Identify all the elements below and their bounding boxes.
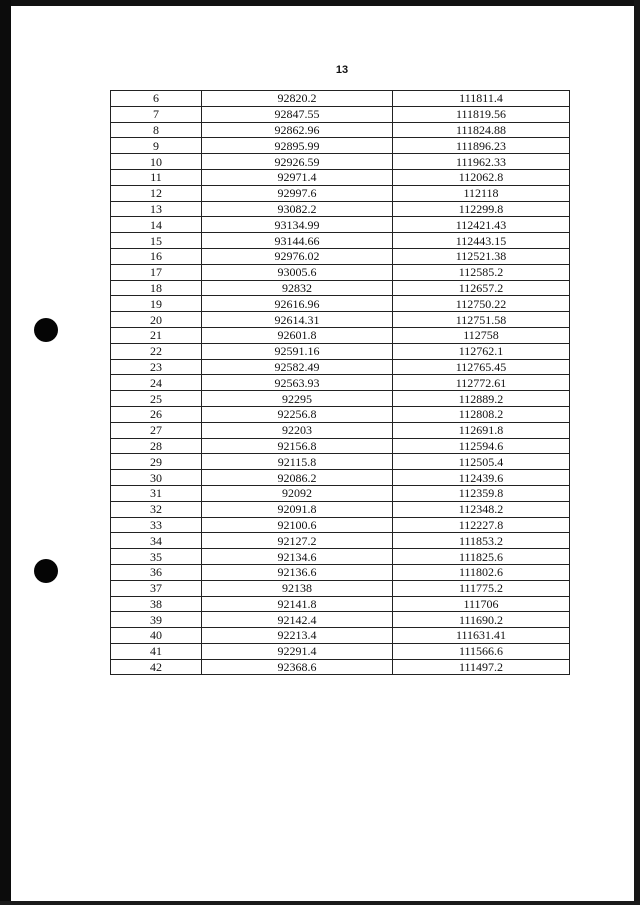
table-row [111, 217, 570, 233]
table-body [111, 91, 570, 675]
scan-border-top [0, 0, 640, 6]
x-coordinate-cell: 92563.93 [202, 375, 393, 391]
table-row [111, 596, 570, 612]
point-number-cell: 41 [111, 643, 202, 659]
x-coordinate-cell: 92142.4 [202, 612, 393, 628]
point-number-cell: 18 [111, 280, 202, 296]
point-number-cell: 34 [111, 533, 202, 549]
x-coordinate-cell: 92582.49 [202, 359, 393, 375]
point-number-cell: 22 [111, 343, 202, 359]
table-row [111, 643, 570, 659]
table-row [111, 280, 570, 296]
point-number-cell: 31 [111, 485, 202, 501]
table-row [111, 406, 570, 422]
table-row [111, 454, 570, 470]
point-number-cell: 26 [111, 406, 202, 422]
x-coordinate-cell: 92847.55 [202, 106, 393, 122]
y-coordinate-cell: 112758 [393, 327, 570, 343]
table-row [111, 612, 570, 628]
table-row [111, 422, 570, 438]
y-coordinate-cell: 112505.4 [393, 454, 570, 470]
x-coordinate-cell: 92926.59 [202, 154, 393, 170]
y-coordinate-cell: 111819.56 [393, 106, 570, 122]
point-number-cell: 38 [111, 596, 202, 612]
y-coordinate-cell: 111802.6 [393, 564, 570, 580]
point-number-cell: 16 [111, 248, 202, 264]
x-coordinate-cell: 93005.6 [202, 264, 393, 280]
coordinate-table [110, 90, 570, 675]
table-row [111, 470, 570, 486]
table-row [111, 185, 570, 201]
x-coordinate-cell: 92156.8 [202, 438, 393, 454]
x-coordinate-cell: 92091.8 [202, 501, 393, 517]
table-row [111, 343, 570, 359]
x-coordinate-cell: 92127.2 [202, 533, 393, 549]
x-coordinate-cell: 92092 [202, 485, 393, 501]
y-coordinate-cell: 111896.23 [393, 138, 570, 154]
point-number-cell: 14 [111, 217, 202, 233]
x-coordinate-cell: 92256.8 [202, 406, 393, 422]
y-coordinate-cell: 112443.15 [393, 233, 570, 249]
y-coordinate-cell: 111706 [393, 596, 570, 612]
x-coordinate-cell: 92136.6 [202, 564, 393, 580]
x-coordinate-cell: 92291.4 [202, 643, 393, 659]
x-coordinate-cell: 92832 [202, 280, 393, 296]
y-coordinate-cell: 112227.8 [393, 517, 570, 533]
point-number-cell: 11 [111, 169, 202, 185]
y-coordinate-cell: 111775.2 [393, 580, 570, 596]
y-coordinate-cell: 111690.2 [393, 612, 570, 628]
x-coordinate-cell: 92086.2 [202, 470, 393, 486]
point-number-cell: 20 [111, 312, 202, 328]
scan-border-bottom [0, 901, 640, 905]
point-number-cell: 10 [111, 154, 202, 170]
x-coordinate-cell: 92203 [202, 422, 393, 438]
table-row [111, 564, 570, 580]
point-number-cell: 6 [111, 91, 202, 107]
table-row [111, 375, 570, 391]
table-row [111, 264, 570, 280]
table-row [111, 91, 570, 107]
y-coordinate-cell: 112772.61 [393, 375, 570, 391]
table-row [111, 533, 570, 549]
point-number-cell: 42 [111, 659, 202, 675]
y-coordinate-cell: 111497.2 [393, 659, 570, 675]
table-row [111, 201, 570, 217]
x-coordinate-cell: 92976.02 [202, 248, 393, 264]
point-number-cell: 9 [111, 138, 202, 154]
x-coordinate-cell: 92971.4 [202, 169, 393, 185]
table-row [111, 296, 570, 312]
y-coordinate-cell: 112765.45 [393, 359, 570, 375]
y-coordinate-cell: 112521.38 [393, 248, 570, 264]
table-row [111, 628, 570, 644]
y-coordinate-cell: 111825.6 [393, 549, 570, 565]
point-number-cell: 12 [111, 185, 202, 201]
x-coordinate-cell: 92862.96 [202, 122, 393, 138]
point-number-cell: 24 [111, 375, 202, 391]
table-row [111, 138, 570, 154]
table-row [111, 233, 570, 249]
y-coordinate-cell: 112585.2 [393, 264, 570, 280]
y-coordinate-cell: 112751.58 [393, 312, 570, 328]
table-row [111, 580, 570, 596]
y-coordinate-cell: 112062.8 [393, 169, 570, 185]
x-coordinate-cell: 92141.8 [202, 596, 393, 612]
table-row [111, 106, 570, 122]
point-number-cell: 32 [111, 501, 202, 517]
point-number-cell: 15 [111, 233, 202, 249]
y-coordinate-cell: 112808.2 [393, 406, 570, 422]
table-row [111, 659, 570, 675]
x-coordinate-cell: 92115.8 [202, 454, 393, 470]
x-coordinate-cell: 92368.6 [202, 659, 393, 675]
point-number-cell: 13 [111, 201, 202, 217]
x-coordinate-cell: 93134.99 [202, 217, 393, 233]
x-coordinate-cell: 92601.8 [202, 327, 393, 343]
point-number-cell: 37 [111, 580, 202, 596]
table-row [111, 359, 570, 375]
x-coordinate-cell: 92100.6 [202, 517, 393, 533]
x-coordinate-cell: 93082.2 [202, 201, 393, 217]
point-number-cell: 23 [111, 359, 202, 375]
point-number-cell: 30 [111, 470, 202, 486]
table-row [111, 327, 570, 343]
x-coordinate-cell: 92295 [202, 391, 393, 407]
y-coordinate-cell: 112657.2 [393, 280, 570, 296]
scan-border-left [0, 0, 11, 905]
x-coordinate-cell: 92213.4 [202, 628, 393, 644]
y-coordinate-cell: 112348.2 [393, 501, 570, 517]
table-row [111, 312, 570, 328]
table-row [111, 501, 570, 517]
y-coordinate-cell: 112594.6 [393, 438, 570, 454]
table-row [111, 391, 570, 407]
point-number-cell: 29 [111, 454, 202, 470]
table-row [111, 517, 570, 533]
x-coordinate-cell: 92820.2 [202, 91, 393, 107]
point-number-cell: 25 [111, 391, 202, 407]
y-coordinate-cell: 112359.8 [393, 485, 570, 501]
x-coordinate-cell: 92134.6 [202, 549, 393, 565]
y-coordinate-cell: 111824.88 [393, 122, 570, 138]
scan-border-right [634, 0, 640, 905]
y-coordinate-cell: 112421.43 [393, 217, 570, 233]
y-coordinate-cell: 111853.2 [393, 533, 570, 549]
x-coordinate-cell: 92616.96 [202, 296, 393, 312]
y-coordinate-cell: 111811.4 [393, 91, 570, 107]
table-row [111, 438, 570, 454]
y-coordinate-cell: 112691.8 [393, 422, 570, 438]
table-row [111, 169, 570, 185]
y-coordinate-cell: 111962.33 [393, 154, 570, 170]
point-number-cell: 39 [111, 612, 202, 628]
y-coordinate-cell: 112439.6 [393, 470, 570, 486]
point-number-cell: 28 [111, 438, 202, 454]
punch-hole-bottom [34, 559, 58, 583]
point-number-cell: 19 [111, 296, 202, 312]
point-number-cell: 17 [111, 264, 202, 280]
punch-hole-top [34, 318, 58, 342]
x-coordinate-cell: 93144.66 [202, 233, 393, 249]
y-coordinate-cell: 112750.22 [393, 296, 570, 312]
point-number-cell: 27 [111, 422, 202, 438]
y-coordinate-cell: 112299.8 [393, 201, 570, 217]
table-row [111, 154, 570, 170]
point-number-cell: 21 [111, 327, 202, 343]
page-number: 13 [335, 64, 349, 76]
table-row [111, 485, 570, 501]
point-number-cell: 35 [111, 549, 202, 565]
table-row [111, 122, 570, 138]
point-number-cell: 8 [111, 122, 202, 138]
point-number-cell: 33 [111, 517, 202, 533]
point-number-cell: 40 [111, 628, 202, 644]
x-coordinate-cell: 92997.6 [202, 185, 393, 201]
table-row [111, 248, 570, 264]
x-coordinate-cell: 92614.31 [202, 312, 393, 328]
x-coordinate-cell: 92591.16 [202, 343, 393, 359]
y-coordinate-cell: 112118 [393, 185, 570, 201]
point-number-cell: 36 [111, 564, 202, 580]
y-coordinate-cell: 111566.6 [393, 643, 570, 659]
y-coordinate-cell: 112762.1 [393, 343, 570, 359]
table-row [111, 549, 570, 565]
point-number-cell: 7 [111, 106, 202, 122]
x-coordinate-cell: 92138 [202, 580, 393, 596]
y-coordinate-cell: 111631.41 [393, 628, 570, 644]
x-coordinate-cell: 92895.99 [202, 138, 393, 154]
y-coordinate-cell: 112889.2 [393, 391, 570, 407]
